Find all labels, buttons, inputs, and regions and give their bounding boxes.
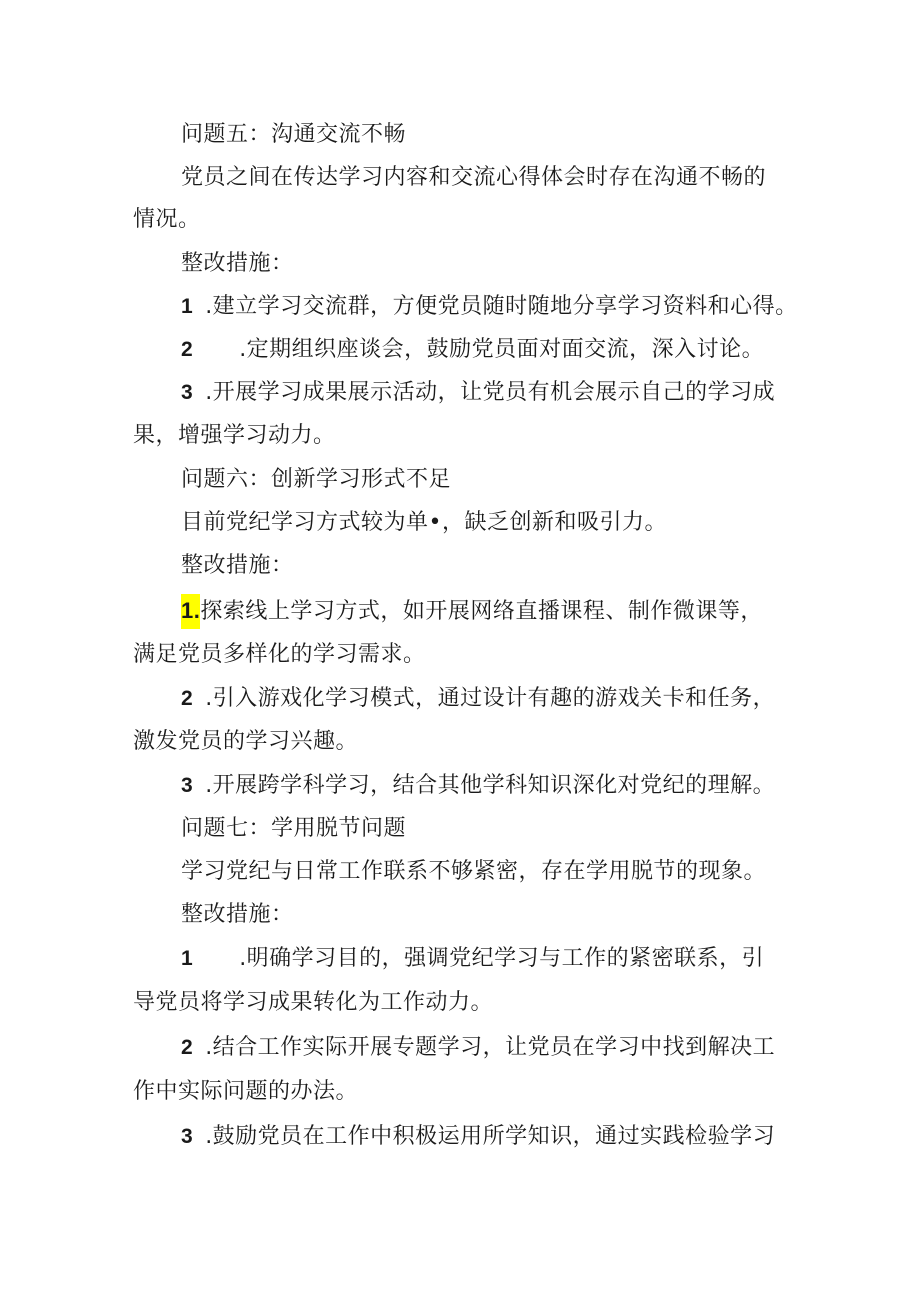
section7-item-2 [181,1033,775,1063]
section7-item-2-cont: 作中实际问题的办法。 [133,1079,359,1104]
section5-desc-line1: 党员之间在传达学习内容和交流心得体会时存在沟通不畅的 [181,165,767,190]
item-number: 2 [181,338,194,361]
item-text: .建立学习交流群，方便党员随时随地分享学习资料和心得。 [205,294,798,319]
section5-heading: 问题五：沟通交流不畅 [181,122,407,147]
item-text: .引入游戏化学习模式，通过设计有趣的游戏关卡和任务， [205,686,776,711]
section7-desc-line1: 学习党纪与日常工作联系不够紧密，存在学用脱节的现象。 [181,859,767,884]
section6-item-2-cont: 激发党员的学习兴趣。 [133,729,359,754]
item-number: 3 [181,381,194,404]
item-text: .定期组织座谈会，鼓励党员面对面交流，深入讨论。 [239,337,765,362]
section5-item-1 [181,292,798,322]
section5-item-3 [181,378,775,408]
item-number: 2 [181,687,194,710]
item-text: .明确学习目的，强调党纪学习与工作的紧密联系，引 [239,946,765,971]
item-text: .开展跨学科学习，结合其他学科知识深化对党纪的理解。 [205,773,776,798]
item-number: 1 [181,947,194,970]
section7-item-3 [181,1122,775,1152]
item-number: 1 [181,295,194,318]
section6-measures-label: 整改措施： [181,553,294,578]
item-text: .结合工作实际开展专题学习，让党员在学习中找到解决工 [205,1035,776,1060]
section6-item-3 [181,771,775,801]
item-text: .鼓励党员在工作中积极运用所学知识，通过实践检验学习 [205,1124,776,1149]
section7-measures-label: 整改措施： [181,902,294,927]
item-number: 3 [181,1125,194,1148]
section6-desc-line1: 目前党纪学习方式较为单•，缺乏创新和吸引力。 [181,510,667,535]
section7-heading: 问题七：学用脱节问题 [181,816,407,841]
item-number: 2 [181,1036,194,1059]
item-text: 探索线上学习方式，如开展网络直播课程、制作微课等， [200,599,763,624]
section6-item-2 [181,684,775,714]
section6-heading: 问题六：创新学习形式不足 [181,467,452,492]
section7-item-1-cont: 导党员将学习成果转化为工作动力。 [133,990,494,1015]
highlighted-item-number: 1. [181,594,200,629]
section5-desc-line2: 情况。 [133,207,201,232]
section5-item-2 [181,335,764,365]
section6-item-1-cont: 满足党员多样化的学习需求。 [133,642,426,667]
section6-item-1 [181,596,763,627]
item-text: .开展学习成果展示活动，让党员有机会展示自己的学习成 [205,380,776,405]
item-number: 3 [181,774,194,797]
section5-item-3-cont: 果，增强学习动力。 [133,423,336,448]
section5-measures-label: 整改措施： [181,251,294,276]
section7-item-1 [181,944,764,974]
